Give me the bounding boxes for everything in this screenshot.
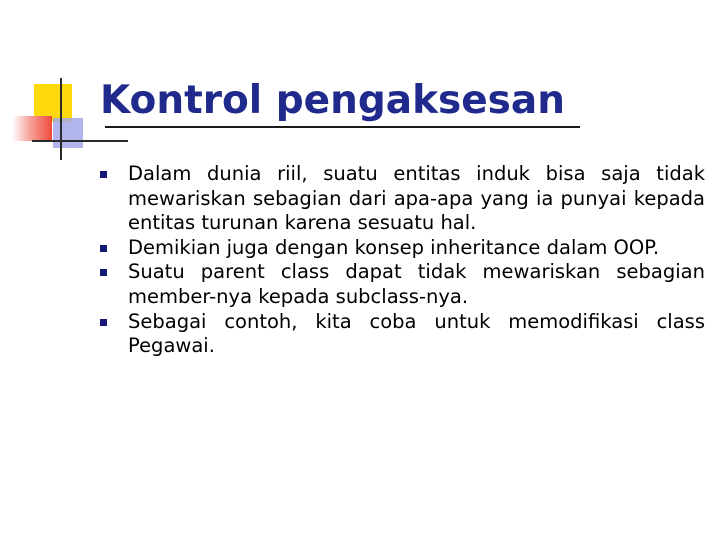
bullet-text: Dalam dunia riil, suatu entitas induk bisa saja tidak mewariskan sebagian dari apa-apa yang ia punyai kepada entitas turunan karena sesuatu hal.: [128, 162, 705, 235]
ornament-vertical-line: [60, 78, 62, 160]
square-bullet-icon: [100, 269, 107, 276]
slide-title: Kontrol pengaksesan: [100, 78, 565, 123]
square-bullet-icon: [100, 171, 107, 178]
bullet-item: [100, 310, 705, 359]
bullet-item: [100, 236, 705, 261]
bullet-list: [100, 162, 705, 359]
square-bullet-icon: [100, 319, 107, 326]
title-ornament: [0, 0, 110, 170]
title-underline: [105, 126, 580, 128]
ornament-blue-square: [53, 118, 83, 148]
ornament-red-bar: [12, 116, 52, 141]
bullet-item: [100, 260, 705, 309]
square-bullet-icon: [100, 245, 107, 252]
bullet-text: Suatu parent class dapat tidak mewariskan sebagian member-nya kepada subclass-nya.: [128, 260, 705, 308]
bullet-item: [100, 162, 705, 236]
bullet-text: Sebagai contoh, kita coba untuk memodifikasi class Pegawai.: [128, 309, 705, 358]
ornament-horizontal-line: [32, 140, 128, 142]
bullet-text: Demikian juga dengan konsep inheritance dalam OOP.: [128, 235, 660, 259]
